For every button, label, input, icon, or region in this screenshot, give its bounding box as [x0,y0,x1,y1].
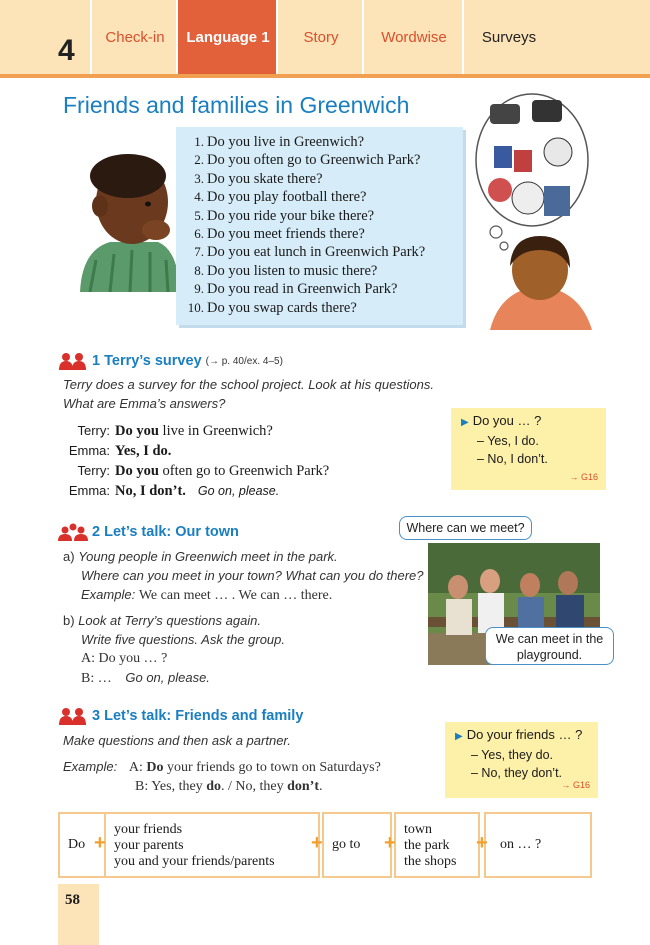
question-number: 1. [194,134,204,149]
question-text: Do you meet friends there? [207,226,365,243]
grammar-box-line: – Yes, I do. [477,434,539,448]
dialogue-note: Go on, please. [125,670,210,685]
nav-underline [0,74,650,78]
question-number: 3. [194,170,204,186]
question-number: 9. [194,281,204,297]
pair-work-icon [58,352,88,370]
question-number: 5. [194,207,204,223]
survey-dialogue [50,421,329,501]
table-cell-on [484,812,592,878]
section-3-title: 3 Let’s talk: Friends and family [92,708,304,724]
boy-illustration [70,150,182,292]
speaker-label: Terry: [77,423,110,438]
speaker-label: Terry: [77,463,110,478]
table-text: the shops [404,854,457,869]
section-2-title: 2 Let’s talk: Our town [92,524,239,540]
question-number: 4. [194,189,204,205]
grammar-ref-link[interactable]: → G16 [569,472,598,482]
table-text: Do [68,837,86,852]
dialogue-bold: No, I don’t. [115,483,186,499]
section-1-heading [58,352,283,370]
survey-question [182,170,463,188]
dialogue-note: Go on, please. [197,484,280,498]
tab-surveys[interactable]: Surveys [462,0,554,74]
section-1-title: 1 Terry’s survey [92,353,202,369]
task-2b [63,611,285,688]
grammar-box-head: ▶ Do your friends … ? [455,726,598,746]
task-text: Young people in Greenwich meet in the park. [78,549,338,564]
table-text: the park [404,838,450,853]
pair-work-icon [58,707,88,725]
speaker-label: Emma: [68,443,110,458]
question-text: Do you skate there? [207,170,323,187]
plus-icon: + [476,832,488,854]
section-3-heading [58,707,303,725]
table-text: town [404,822,432,837]
dialogue-bold: Do you [115,463,159,479]
survey-question [182,280,463,298]
survey-questions-list [176,127,463,317]
example-bold: don’t [287,779,319,794]
item-label: a) [63,549,75,564]
survey-question [182,243,463,261]
question-number: 6. [194,226,204,242]
dialogue-line-b: B: … [81,671,112,686]
example-text: We can meet … . We can … there. [138,588,333,603]
example-bold: Do [146,760,164,775]
survey-question [182,299,463,317]
speech-bubble-top: Where can we meet? [399,516,532,540]
top-navigation [0,0,650,74]
question-text: Do you often go to Greenwich Park? [207,152,421,169]
tab-story[interactable]: Story [276,0,364,74]
grammar-box-line: – Yes, they do. [471,748,554,762]
plus-icon: + [94,832,106,854]
section-3-example [63,757,381,796]
tab-wordwise[interactable]: Wordwise [362,0,464,74]
example-answer: . [319,779,323,794]
grammar-box-line: – No, I don’t. [477,452,548,466]
dialogue-line-a: A: Do you … ? [81,651,168,666]
task-text: Look at Terry’s questions again. [78,613,262,628]
dialogue-bold: Yes, I do. [115,443,172,459]
unit-number: 4 [58,34,75,67]
question-text: Do you swap cards there? [207,299,357,316]
girl-thinking-illustration [470,90,600,330]
speaker-label: Emma: [68,483,110,498]
survey-question [182,188,463,206]
page-number: 58 [65,892,80,908]
example-rest: your friends go to town on Saturdays? [163,760,381,775]
question-text: Do you ride your bike there? [207,207,375,224]
survey-question [182,207,463,225]
grammar-box-head: ▶ Do you … ? [461,412,606,432]
dialogue-line [50,461,329,481]
page-title: Friends and families in Greenwich [63,92,410,118]
example-label: Example: [81,587,136,602]
tab-check-in[interactable]: Check-in [90,0,178,74]
grammar-box-do-your-friends [445,722,598,798]
task-text: Where can you meet in your town? What can you do there? [81,568,424,583]
table-text: your friends [114,822,183,837]
grammar-ref-link[interactable]: → G16 [561,780,590,790]
question-number: 10. [187,299,204,315]
grammar-box-do-you [451,408,606,490]
table-text: on … ? [500,837,542,852]
table-text: you and your friends/parents [114,854,275,869]
survey-question [182,133,463,151]
plus-icon: + [384,832,396,854]
section-3-instructions: Make questions and then ask a partner. [63,733,291,748]
task-2a [63,547,424,605]
question-number: 8. [194,262,204,278]
survey-questions-panel [176,127,463,325]
instruction-line: What are Emma’s answers? [63,396,226,411]
table-text: go to [332,837,361,852]
dialogue-text: often go to Greenwich Park? [158,463,330,479]
section-1-page-ref: (→ p. 40/ex. 4–5) [205,355,283,367]
dialogue-line [50,421,329,441]
dialogue-line [50,441,329,461]
section-2-heading [58,523,239,541]
speech-bubble-bottom: We can meet in the playground. [485,627,614,665]
dialogue-bold: Do you [115,423,159,439]
dialogue-text: live in Greenwich? [158,423,273,439]
survey-question [182,262,463,280]
example-speaker: A: [128,760,147,775]
table-cell-places [394,812,480,878]
question-text: Do you live in Greenwich? [207,134,365,150]
example-answer: . / No, they [220,779,288,794]
question-text: Do you eat lunch in Greenwich Park? [207,244,426,261]
grammar-box-line: – No, they don’t. [471,766,563,780]
question-number: 2. [194,152,204,168]
table-cell-subjects [104,812,320,878]
question-text: Do you play football there? [207,189,367,206]
question-text: Do you listen to music there? [207,262,378,279]
example-bold: do [206,779,221,794]
question-number: 7. [194,244,204,260]
example-answer: B: Yes, they [135,779,207,794]
survey-question [182,225,463,243]
group-work-icon [58,523,88,541]
example-label: Example: [63,759,118,774]
task-text: Write five questions. Ask the group. [81,632,286,647]
survey-question [182,151,463,169]
table-text: your parents [114,838,184,853]
section-1-instructions [63,375,434,413]
plus-icon: + [311,832,323,854]
question-text: Do you read in Greenwich Park? [207,281,398,298]
page-number-box [58,884,99,945]
tab-language-1[interactable]: Language 1 [176,0,278,74]
table-cell-go-to [322,812,392,878]
instruction-line: Terry does a survey for the school project. Look at his questions. [63,377,434,392]
dialogue-line [50,481,329,501]
item-label: b) [63,613,75,628]
